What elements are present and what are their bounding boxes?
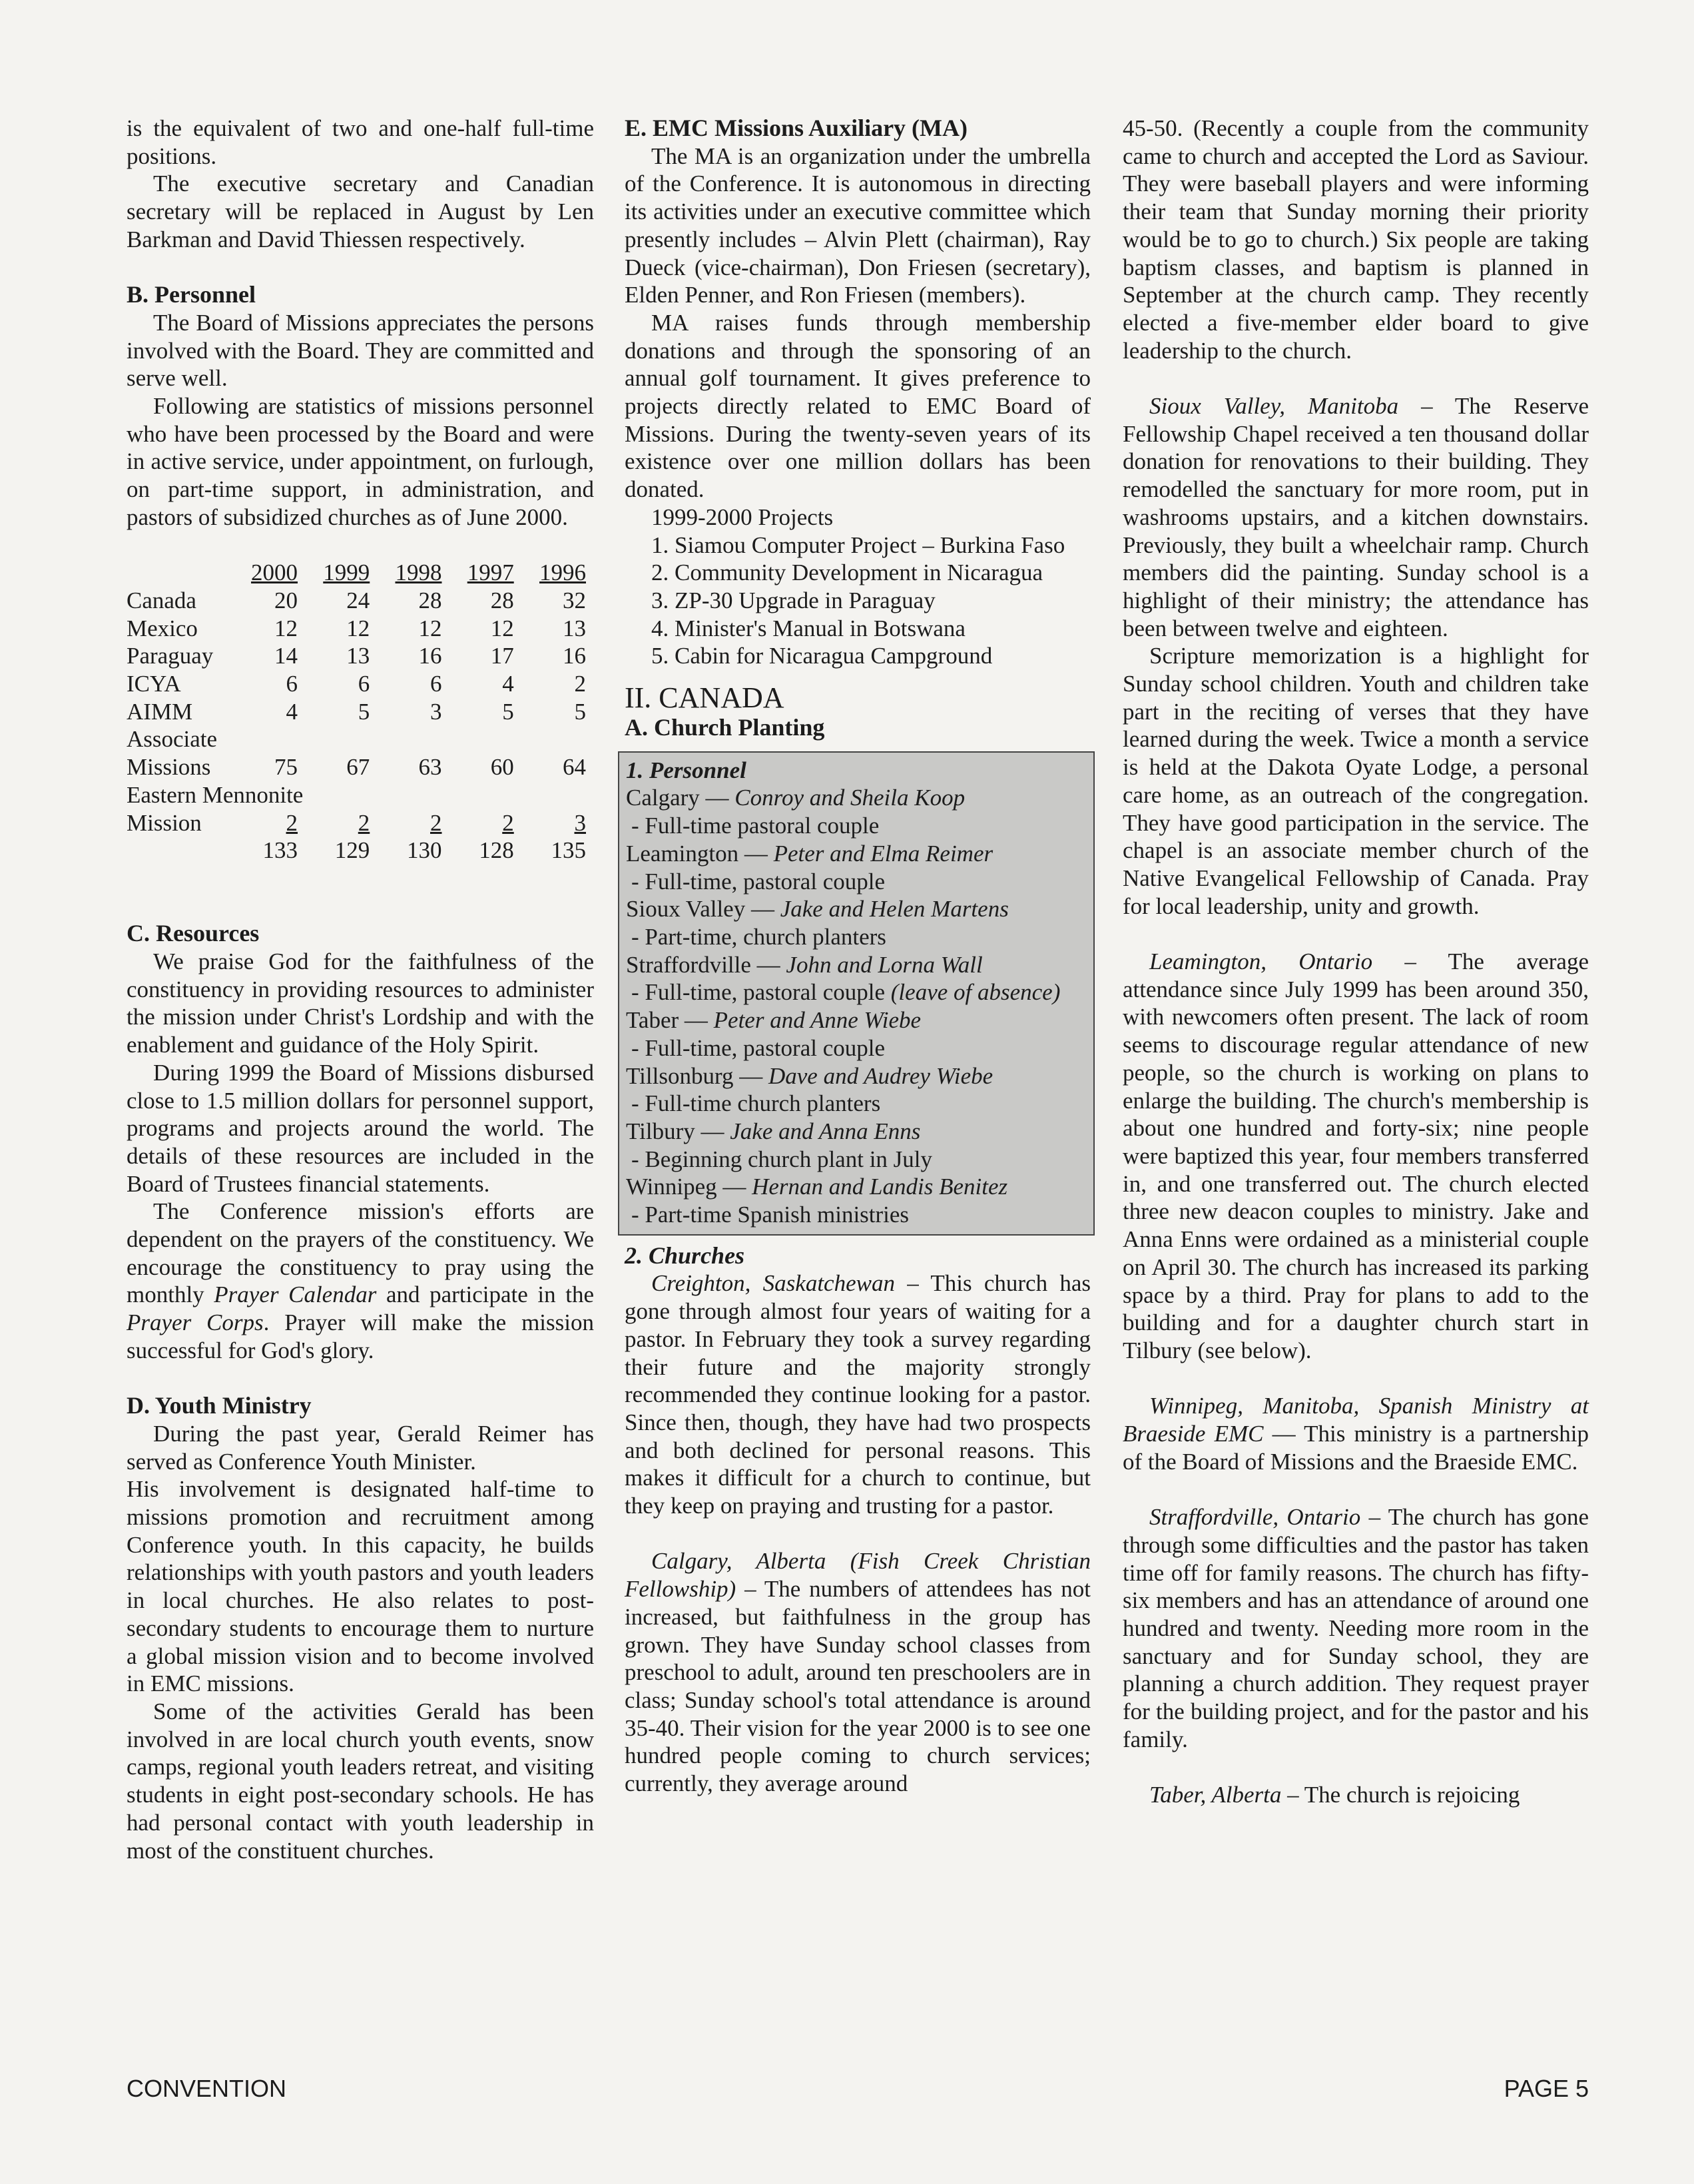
projects-title: 1999-2000 Projects [651,504,834,530]
section-heading-resources: C. Resources [127,920,260,947]
list-item: 5. Cabin for Nicaragua Campground [651,643,993,669]
table-row [127,698,594,726]
list-item-role: - Full-time pastoral couple [631,813,880,839]
paragraph: Straffordville, Ontario – The church has gone through some difficulties and the pastor has taken time off for family reasons. The church has fifty-six members and has an attendance of around one hundred and twenty. Needing more room in the sanctuary and for Sunday school, they are planning a church addition. They request prayer for the building project, and for the pastor and his family. [1123,1504,1589,1752]
table-row [127,615,594,643]
subsection-heading-churches: 2. Churches [625,1242,745,1269]
row-label: AIMM [127,698,193,725]
table-cell: 63 [418,754,442,781]
table-cell: 17 [490,643,514,669]
table-cell: 2 [574,671,586,697]
paragraph: The Conference mission's efforts are dependent on the prayers of the constituency. We encourage the constituency to pray using the monthly Prayer Calendar and participate in the Prayer Corps. Prayer will make the mission successful for God's glory. [127,1198,595,1363]
table-cell: 5 [358,698,370,725]
year-header: 1999 [323,559,370,586]
table-row [127,753,594,781]
table-cell: 6 [358,671,370,697]
paragraph: Creighton, Saskatchewan – This church has gone through almost four years of waiting for a pastor. In February they took a survey regarding their future and the majority strongly recommended they continue looking for a pastor. Since then, though, they have had two prospects and both declined for personal reasons. This makes it difficult for a church to continue, but they keep on praying and trusting for a pastor. [625,1270,1091,1519]
table-cell: 64 [563,754,586,781]
table-cell: 2 [430,809,442,836]
year-header: 1996 [539,559,586,586]
row-label: ICYA [127,671,181,697]
list-item: 4. Minister's Manual in Botswana [651,615,966,641]
table-cell: 6 [430,671,442,697]
table-row [127,642,594,670]
total-cell: 135 [551,837,586,864]
table-cell: 4 [286,698,298,725]
list-item: 2. Community Development in Nicaragua [651,559,1043,586]
paragraph: Winnipeg, Manitoba, Spanish Ministry at Braeside EMC — This ministry is a partnership of the Board of Missions and the Braeside EMC. [1123,1393,1589,1475]
table-cell: 75 [274,754,298,781]
paragraph: The Board of Missions appreciates the persons involved with the Board. They are committed and serve well. [127,309,594,392]
paragraph: Some of the activities Gerald has been involved in are local church youth events, snow camps, regional youth leaders retreat, and visiting students in eight post-secondary schools. He has had personal contact with youth leadership in most of the constituent churches. [127,1698,594,1864]
list-item: Calgary — Conroy and Sheila Koop [626,785,966,811]
list-item-role: - Full-time, pastoral couple (leave of absence) [631,979,1061,1006]
list-item: Taber — Peter and Anne Wiebe [626,1007,922,1034]
row-label: Mission [127,809,202,836]
projects-list [625,504,1091,670]
table-header-row [127,559,594,587]
table-cell: 13 [563,615,586,641]
total-cell: 133 [262,837,298,864]
column-2 [625,115,1091,1798]
personnel-statistics-table [127,559,594,865]
paragraph: We praise God for the faithfulness of the constituency in providing resources to administer the mission under Christ's Lordship and with the enablement and guidance of the Holy Spirit. [127,948,594,1058]
row-label: Eastern Mennonite [127,781,304,808]
paragraph: The MA is an organization under the umbrella of the Conference. It is autonomous in directing its activities under an executive committee which presently includes – Alvin Plett (chairman), Ray Dueck (vice-chairman), Don Friesen (secretary), Elden Penner, and Ron Friesen (members). [625,143,1091,308]
table-cell: 3 [430,698,442,725]
paragraph: Following are statistics of missions personnel who have been processed by the Board and were in active service, under appointment, on furlough, on part-time support, in administration, and pastors of subsidized churches as of June 2000. [127,393,594,530]
year-header: 2000 [251,559,298,586]
box-heading: 1. Personnel [626,757,746,783]
table-cell: 12 [490,615,514,641]
row-label: Canada [127,587,196,613]
table-cell: 14 [274,643,298,669]
table-cell: 28 [418,587,442,613]
paragraph: During 1999 the Board of Missions disbursed close to 1.5 million dollars for personnel support, programs and projects around the world. The details of these resources are included in the Board of Trustees financial statements. [127,1059,594,1197]
list-item-role: - Beginning church plant in July [631,1146,933,1172]
paragraph: The executive secretary and Canadian secretary will be replaced in August by Len Barkman and David Thiessen respectively. [127,171,594,252]
prayer-corps-title: Prayer Corps [127,1309,264,1336]
table-row [127,809,594,837]
paragraph: During the past year, Gerald Reimer has served as Conference Youth Minister. [127,1420,594,1475]
section-heading-personnel: B. Personnel [127,281,256,308]
row-label: Paraguay [127,643,214,669]
table-cell: 5 [502,698,514,725]
list-item-role: - Full-time church planters [631,1090,881,1117]
row-label: Missions [127,754,211,781]
row-label: Mexico [127,615,198,641]
table-cell: 5 [574,698,586,725]
table-row [127,587,594,615]
total-cell: 129 [334,837,370,864]
list-item-role: - Part-time, church planters [631,923,886,950]
table-cell: 4 [502,671,514,697]
list-item: 1. Siamou Computer Project – Burkina Faso [651,532,1065,558]
section-heading-canada: II. CANADA [625,681,784,715]
section-heading-church-planting: A. Church Planting [625,714,825,741]
list-item: Straffordville — John and Lorna Wall [626,951,983,978]
paragraph: Taber, Alberta – The church is rejoicing [1149,1782,1520,1808]
list-item: Tillsonburg — Dave and Audrey Wiebe [626,1062,993,1089]
paragraph: His involvement is designated half-time to missions promotion and recruitment among Conference youth. In this capacity, he builds relationships with youth pastors and youth leaders in local churches. He also relates to post-secondary students to encourage them to nurture a global mission vision and to become involved in EMC missions. [127,1476,594,1697]
table-cell: 32 [563,587,586,613]
personnel-box [618,751,1095,1236]
column-3 [1123,115,1589,1809]
table-row [127,670,594,698]
list-item: Tilbury — Jake and Anna Enns [626,1118,921,1144]
totals-row [127,837,594,865]
row-label: Associate [127,726,218,753]
year-header: 1997 [467,559,514,586]
table-cell: 28 [490,587,514,613]
paragraph: is the equivalent of two and one-half full-time positions. [127,115,594,169]
table-cell: 16 [418,643,442,669]
footer-publication: CONVENTION [127,2075,287,2102]
table-cell: 12 [418,615,442,641]
list-item-role: - Full-time, pastoral couple [631,1034,886,1061]
paragraph: 45-50. (Recently a couple from the community came to church and accepted the Lord as Saviour. They were baseball players and were informing their team that Sunday morning their priority would be to go to church.) Six people are taking baptism classes, and baptism is planned in September at the church camp. They recently elected a five-member elder board to give leadership to the church. [1123,115,1589,364]
total-cell: 128 [479,837,514,864]
table-cell: 60 [490,754,514,781]
list-item: Sioux Valley — Jake and Helen Martens [626,896,1009,922]
table-cell: 16 [563,643,586,669]
table-cell: 12 [346,615,370,641]
section-heading-youth: D. Youth Ministry [127,1392,312,1419]
year-header: 1998 [395,559,442,586]
table-cell: 3 [574,809,586,836]
table-cell: 2 [502,809,514,836]
list-item: Leamington — Peter and Elma Reimer [626,840,993,867]
paragraph: Sioux Valley, Manitoba – The Reserve Fellowship Chapel received a ten thousand dollar donation for renovations to their building. They remodelled the sanctuary for more room, put in washrooms upstairs, and a kitchen downstairs. Previously, they built a wheelchair ramp. Church members did the painting. Sunday school is a highlight of their ministry; the attendance has been between twelve and eighteen. [1123,393,1589,641]
table-cell: 2 [358,809,370,836]
list-item: 3. ZP-30 Upgrade in Paraguay [651,587,936,613]
table-cell: 67 [346,754,370,781]
paragraph: Scripture memorization is a highlight for Sunday school children. Youth and children take part in the reciting of verses that they have learned during the week. Twice a month a service is held at the Dakota Oyate Lodge, a personal care home, as an outreach of the congregation. They have good participation in the service. The chapel is an associate member church of the Native Evangelical Fellowship of Canada. Pray for local leadership, unity and growth. [1123,643,1589,919]
list-item-role: - Part-time Spanish ministries [631,1202,910,1228]
paragraph: Calgary, Alberta (Fish Creek Christian Fellowship) – The numbers of attendees has not increased, but faithfulness in the group has grown. They have Sunday school classes from preschool to adult, around ten preschoolers are in class; Sunday school's total attendance is around 35-40. Their vision for the year 2000 is to see one hundred people coming to church services; currently, they average around [625,1548,1091,1797]
paragraph: Leamington, Ontario – The average attendance since July 1999 has been around 350, with newcomers often present. The lack of room seems to discourage regular attendance of new people, so the church is working on plans to enlarge the building. The church's membership is about one hundred and forty-six; nine people were baptized this year, four members transferred in, and one transferred out. The church elected three new deacon couples to ministry. Jake and Anna Enns were ordained as a ministerial couple on April 30. The church has increased its parking space by a third. Pray for plans to add to the building and for a daughter church start in Tilbury (see below). [1123,948,1589,1363]
table-cell: 13 [346,643,370,669]
column-1 [127,115,594,1864]
table-row [127,781,594,809]
list-item: Winnipeg — Hernan and Landis Benitez [626,1174,1008,1200]
table-cell: 20 [274,587,298,613]
table-cell: 24 [346,587,370,613]
table-cell: 12 [274,615,298,641]
list-item-role: - Full-time, pastoral couple [631,868,886,895]
section-heading-ma: E. EMC Missions Auxiliary (MA) [625,115,968,141]
table-row [127,725,594,753]
prayer-calendar-title: Prayer Calendar [214,1281,377,1308]
table-cell: 6 [286,671,298,697]
footer-page-number: PAGE 5 [1504,2075,1589,2102]
paragraph: MA raises funds through membership donations and through the sponsoring of an annual golf tournament. It gives preference to projects directly related to EMC Board of Missions. During the twenty-seven years of its existence over one million dollars has been donated. [625,309,1091,503]
table-cell: 2 [286,809,298,836]
total-cell: 130 [407,837,442,864]
